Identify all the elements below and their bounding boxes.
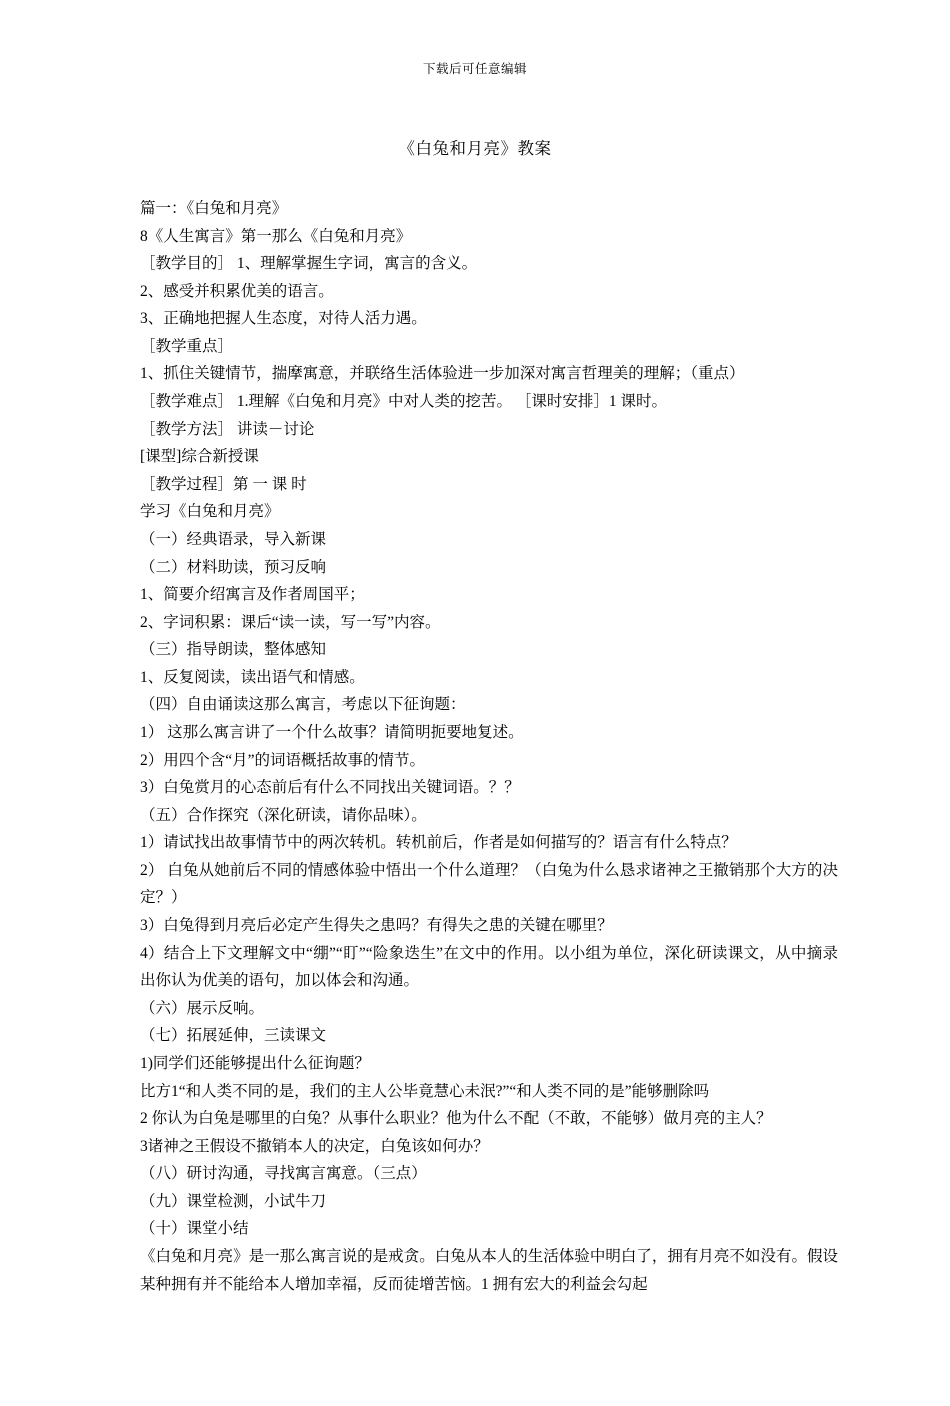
document-line: （七）拓展延伸，三读课文 bbox=[140, 1027, 327, 1045]
document-line: 3）白兔得到月亮后必定产生得失之患吗？有得失之患的关键在哪里？ bbox=[140, 917, 613, 935]
document-line: 2） 白兔从她前后不同的情感体验中悟出一个什么道理？（白兔为什么恳求诸神之王撤销那个大方的决定？） bbox=[140, 861, 838, 907]
document-body bbox=[0, 195, 950, 1298]
document-line: ［教学难点］ 1.理解《白兔和月亮》中对人类的挖苦。 ［课时安排］1 课时。 bbox=[140, 393, 668, 411]
document-line: 比方1“和人类不同的是，我们的主人公毕竟慧心未泯?”“和人类不同的是”能够删除吗 bbox=[140, 1082, 710, 1100]
document-line: 3）白兔赏月的心态前后有什么不同找出关键词语。？？ bbox=[140, 779, 520, 797]
document-line: （五）合作探究（深化研读，请你品味）。 bbox=[140, 806, 427, 824]
document-line: （十）课堂小结 bbox=[140, 1220, 249, 1238]
document-line: 1）请试找出故事情节中的两次转机。转机前后，作者是如何描写的？语言有什么特点？ bbox=[140, 834, 737, 852]
document-line: 学习《白兔和月亮》 bbox=[140, 503, 280, 521]
document-line: 3、正确地把握人生态度，对待人活力遇。 bbox=[140, 310, 427, 328]
page-header-note: 下载后可任意编辑 bbox=[422, 62, 527, 76]
document-line: （六）展示反响。 bbox=[140, 999, 265, 1017]
document-line: 2）用四个含“月”的词语概括故事的情节。 bbox=[140, 751, 426, 769]
document-line: （三）指导朗读，整体感知 bbox=[140, 641, 327, 659]
document-line: （一）经典语录，导入新课 bbox=[140, 530, 327, 548]
document-line: 1、反复阅读，读出语气和情感。 bbox=[140, 668, 365, 686]
document-line: ［教学过程］第 一 课 时 bbox=[140, 475, 307, 493]
document-line: 4）结合上下文理解文中“绷”“盯”“险象迭生”在文中的作用。以小组为单位，深化研读课文，从中摘录出你认为优美的语句，加以体会和沟通。 bbox=[140, 944, 838, 990]
document-line: 2、感受并积累优美的语言。 bbox=[140, 282, 334, 300]
document-title: 《白兔和月亮》教案 bbox=[398, 139, 552, 158]
document-page bbox=[0, 62, 950, 1406]
document-line: 8《人生寓言》第一那么《白兔和月亮》 bbox=[140, 227, 412, 245]
document-line: 1)同学们还能够提出什么征询题？ bbox=[140, 1054, 370, 1072]
document-line: ［教学方法］ 讲读－讨论 bbox=[140, 420, 315, 438]
document-line: （八）研讨沟通，寻找寓言寓意。（三点） bbox=[140, 1165, 427, 1183]
document-line: ［教学重点］ bbox=[140, 337, 234, 355]
document-line: （四）自由诵读这那么寓言，考虑以下征询题： bbox=[140, 696, 466, 714]
document-line: 1） 这那么寓言讲了一个什么故事？请简明扼要地复述。 bbox=[140, 723, 524, 741]
document-line: [课型]综合新授课 bbox=[140, 448, 259, 466]
document-line: 3诸神之王假设不撤销本人的决定，白兔该如何办？ bbox=[140, 1137, 489, 1155]
document-line: 《白兔和月亮》是一那么寓言说的是戒贪。白兔从本人的生活体验中明白了，拥有月亮不如没有。假设某种拥有并不能给本人增加幸福，反而徒增苦恼。1 拥有宏大的利益会勾起 bbox=[140, 1247, 838, 1293]
document-line: （九）课堂检测，小试牛刀 bbox=[140, 1192, 327, 1210]
document-line: 1、抓住关键情节，揣摩寓意，并联络生活体验进一步加深对寓言哲理美的理解；（重点） bbox=[140, 365, 745, 383]
document-line: 1、简要介绍寓言及作者周国平； bbox=[140, 586, 365, 604]
document-line: 2 你认为白兔是哪里的白兔？从事什么职业？他为什么不配（不敢，不能够）做月亮的主人？ bbox=[140, 1110, 772, 1128]
document-line: 篇一：《白兔和月亮》 bbox=[140, 200, 288, 217]
document-line: （二）材料助读，预习反响 bbox=[140, 558, 327, 576]
document-line: ［教学目的］ 1、理解掌握生字词，寓言的含义。 bbox=[140, 255, 478, 273]
document-line: 2、字词积累：课后“读一读，写一写”内容。 bbox=[140, 613, 441, 631]
